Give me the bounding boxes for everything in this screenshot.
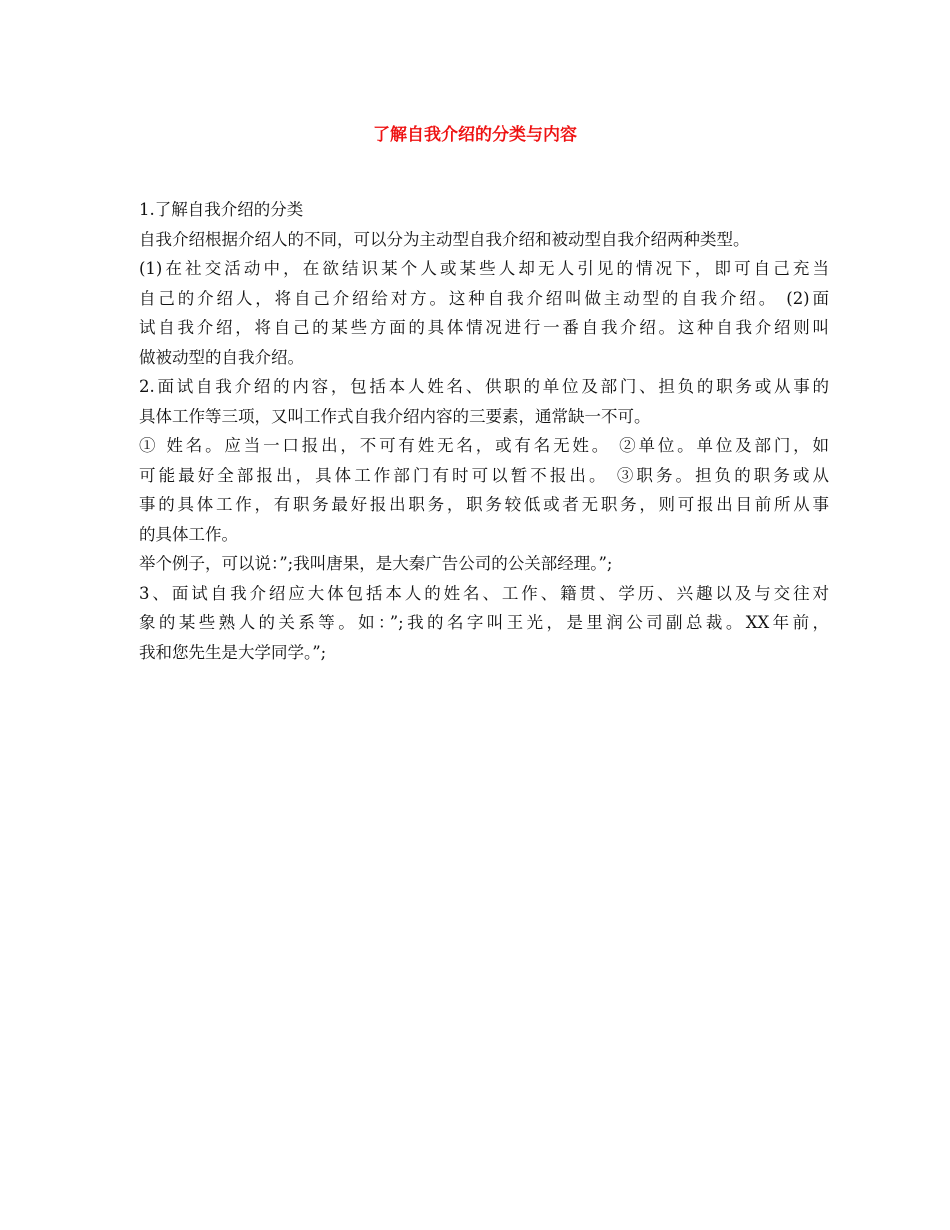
paragraph-line: 试自我介绍，将自己的某些方面的具体情况进行一番自我介绍。这种自我介绍则叫 [139,318,829,337]
paragraph-line: 的具体工作。 [139,524,238,544]
example-line: 举个例子，可以说：”;我叫唐果，是大秦广告公司的公关部经理。”; [139,554,613,573]
paragraph-line: ① 姓名。应当一口报出，不可有姓无名，或有名无姓。 ②单位。单位及部门，如 [139,436,829,455]
document-title: 了解自我介绍的分类与内容 [373,125,577,145]
paragraph-line: 事的具体工作，有职务最好报出职务，职务较低或者无职务，则可报出目前所从事 [139,495,829,514]
paragraph-line: 做被动型的自我介绍。 [139,347,304,367]
paragraph-line: 自我介绍根据介绍人的不同，可以分为主动型自我介绍和被动型自我介绍两种类型。 [139,229,750,249]
paragraph-line: 可能最好全部报出，具体工作部门有时可以暂不报出。 ③职务。担负的职务或从 [139,465,829,485]
paragraph-line: (1)在社交活动中，在欲结识某个人或某些人却无人引见的情况下，即可自己充当 [139,259,829,278]
paragraph-line: 自己的介绍人，将自己介绍给对方。这种自我介绍叫做主动型的自我介绍。 (2)面 [139,288,829,308]
paragraph-line: 我和您先生是大学同学。”; [139,642,327,662]
paragraph-line: 具体工作等三项，又叫工作式自我介绍内容的三要素，通常缺一不可。 [139,406,651,426]
paragraph-line: 象的某些熟人的关系等。如：”;我的名字叫王光，是里润公司副总裁。XX年前， [139,613,829,632]
section-3-line: 3、面试自我介绍应大体包括本人的姓名、工作、籍贯、学历、兴趣以及与交往对 [139,583,829,603]
section-1-heading: 1.了解自我介绍的分类 [139,200,304,219]
section-2-line: 2.面试自我介绍的内容，包括本人姓名、供职的单位及部门、担负的职务或从事的 [139,377,829,396]
document-body [139,195,829,667]
